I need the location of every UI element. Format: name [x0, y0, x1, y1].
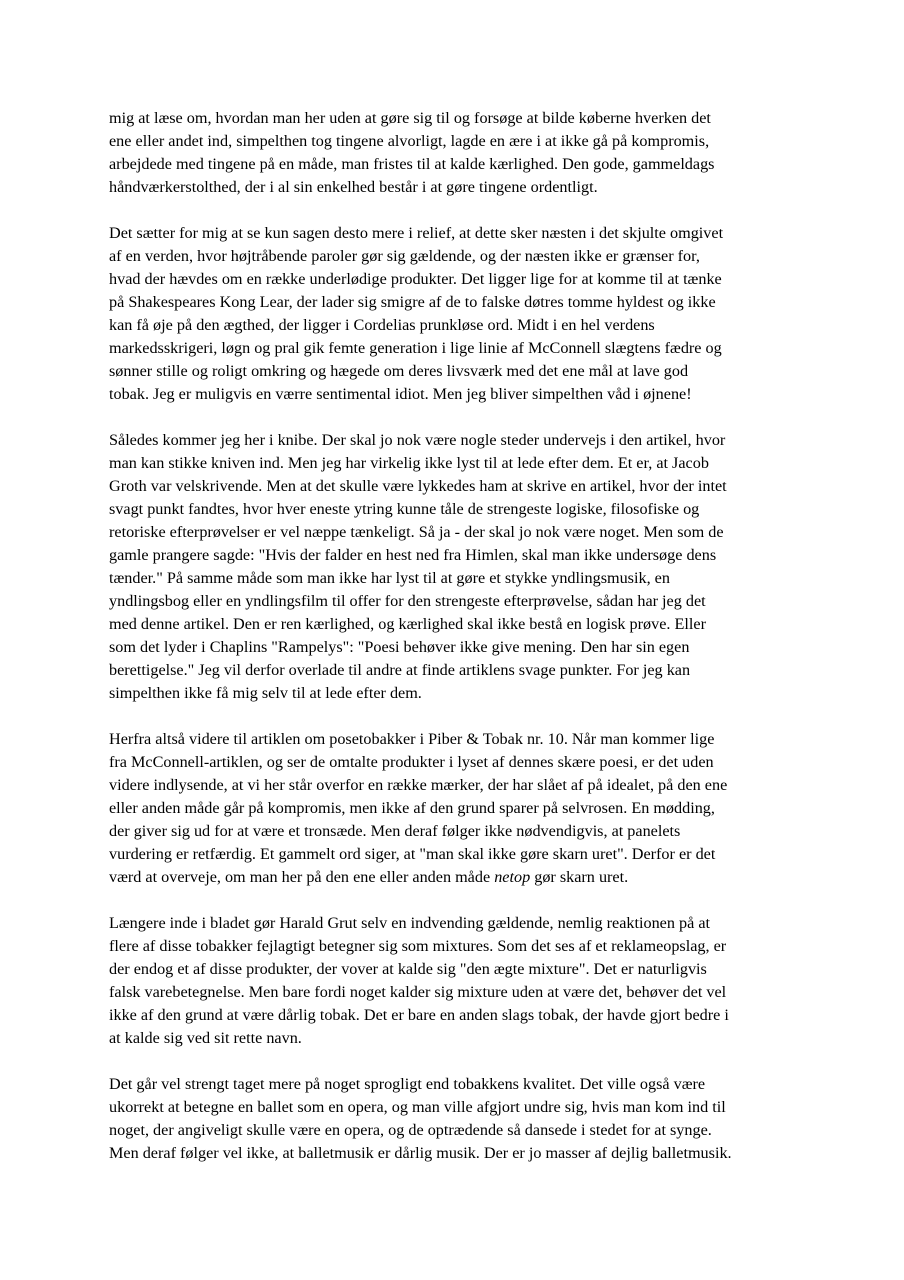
text-line: Groth var velskrivende. Men at det skulle være lykkedes ham at skrive en artikel, hvor der intet [109, 477, 727, 495]
text-line: tænder." På samme måde som man ikke har lyst til at gøre et stykke yndlingsmusik, en [109, 569, 670, 587]
text-line: på Shakespeares Kong Lear, der lader sig smigre af de to falske døtres tomme hyldest og ikke [109, 293, 716, 311]
text-line: videre indlysende, at vi her står overfor en række mærker, der har slået af på idealet, på den ene [109, 776, 728, 794]
text-line: med denne artikel. Den er ren kærlighed, og kærlighed skal ikke bestå en logisk prøve. Eller [109, 615, 706, 633]
paragraph-3 [109, 429, 804, 705]
text-line: noget, der angiveligt skulle være en opera, og de optrædende så dansede i stedet for at synge. [109, 1121, 712, 1139]
paragraph-4 [109, 728, 804, 889]
text-line: at kalde sig ved sit rette navn. [109, 1029, 302, 1047]
text-line: tobak. Jeg er muligvis en værre sentimental idiot. Men jeg bliver simpelthen våd i øjnene! [109, 385, 692, 403]
text-line: man kan stikke kniven ind. Men jeg har virkelig ikke lyst til at lede efter dem. Et er, at Jacob [109, 454, 709, 472]
text-line: flere af disse tobakker fejlagtigt betegner sig som mixtures. Som det ses af et reklameopslag, er [109, 937, 727, 955]
text-line: Herfra altså videre til artiklen om posetobakker i Piber & Tobak nr. 10. Når man kommer lige [109, 730, 715, 748]
text-run: gør skarn uret. [530, 868, 629, 886]
text-line: håndværkerstolthed, der i al sin enkelhed består i at gøre tingene ordentligt. [109, 178, 598, 196]
text-line: svagt punkt fandtes, hvor hver eneste ytring kunne tåle de strengeste logiske, filosofiske og [109, 500, 700, 518]
text-line: markedsskrigeri, løgn og pral gik femte generation i lige linie af McConnell slægtens fædre og [109, 339, 722, 357]
text-line: falsk varebetegnelse. Men bare fordi noget kalder sig mixture uden at være det, behøver det vel [109, 983, 727, 1001]
text-line: Længere inde i bladet gør Harald Grut selv en indvending gældende, nemlig reaktionen på at [109, 914, 711, 932]
text-line: ikke af den grund at være dårlig tobak. Det er bare en anden slags tobak, der havde gjort bedre i [109, 1006, 729, 1024]
text-line: Det går vel strengt taget mere på noget sprogligt end tobakkens kvalitet. Det ville også være [109, 1075, 706, 1093]
paragraph-5 [109, 912, 804, 1050]
text-run: værd at overveje, om man her på den ene eller anden måde [109, 868, 495, 886]
text-line-with-emphasis [109, 866, 804, 889]
text-line: som det lyder i Chaplins "Rampelys": "Poesi behøver ikke give mening. Den har sin egen [109, 638, 690, 656]
text-line: hvad der hævdes om en række underlødige produkter. Det ligger lige for at komme til at tænke [109, 270, 722, 288]
paragraph-1 [109, 107, 804, 199]
text-line: ene eller andet ind, simpelthen tog tingene alvorligt, lagde en ære i at ikke gå på kompromis, [109, 132, 710, 150]
text-line: mig at læse om, hvordan man her uden at gøre sig til og forsøge at bilde køberne hverken det [109, 109, 711, 127]
text-line: retoriske efterprøvelser er vel næppe tænkeligt. Så ja - der skal jo nok være noget. Men som de [109, 523, 724, 541]
text-line: Det sætter for mig at se kun sagen desto mere i relief, at dette sker næsten i det skjulte omgivet [109, 224, 724, 242]
text-line: fra McConnell-artiklen, og ser de omtalte produkter i lyset af dennes skære poesi, er det uden [109, 753, 714, 771]
text-line: Således kommer jeg her i knibe. Der skal jo nok være nogle steder undervejs i den artikel, hvor [109, 431, 726, 449]
text-line: vurdering er retfærdig. Et gammelt ord siger, at "man skal ikke gøre skarn uret". Derfor er det [109, 845, 716, 863]
text-line: arbejdede med tingene på en måde, man fristes til at kalde kærlighed. Den gode, gammeldags [109, 155, 715, 173]
text-line: af en verden, hvor højtråbende paroler gør sig gældende, og der næsten ikke er grænser for, [109, 247, 700, 265]
text-line: Men deraf følger vel ikke, at balletmusik er dårlig musik. Der er jo masser af dejlig balletmusik. [109, 1144, 732, 1162]
text-line: kan få øje på den ægthed, der ligger i Cordelias prunkløse ord. Midt i en hel verdens [109, 316, 655, 334]
text-line: yndlingsbog eller en yndlingsfilm til offer for den strengeste efterprøvelse, sådan har jeg det [109, 592, 706, 610]
text-line: der endog et af disse produkter, der vover at kalde sig "den ægte mixture". Det er naturligvis [109, 960, 707, 978]
text-line: gamle prangere sagde: "Hvis der falder en hest ned fra Himlen, skal man ikke undersøge dens [109, 546, 717, 564]
text-line: berettigelse." Jeg vil derfor overlade til andre at finde artiklens svage punkter. For jeg kan [109, 661, 691, 679]
paragraph-6 [109, 1073, 804, 1165]
text-line: sønner stille og roligt omkring og hægede om deres livsværk med det ene mål at lave god [109, 362, 689, 380]
text-line: simpelthen ikke få mig selv til at lede efter dem. [109, 684, 422, 702]
document-page [109, 107, 804, 1188]
text-line: eller anden måde går på kompromis, men ikke af den grund sparer på selvrosen. En mødding, [109, 799, 715, 817]
text-line: ukorrekt at betegne en ballet som en opera, og man ville afgjort undre sig, hvis man kom ind til [109, 1098, 726, 1116]
text-line: der giver sig ud for at være et tronsæde. Men deraf følger ikke nødvendigvis, at panelets [109, 822, 681, 840]
emphasis-word: netop [494, 868, 531, 886]
paragraph-2 [109, 222, 804, 406]
